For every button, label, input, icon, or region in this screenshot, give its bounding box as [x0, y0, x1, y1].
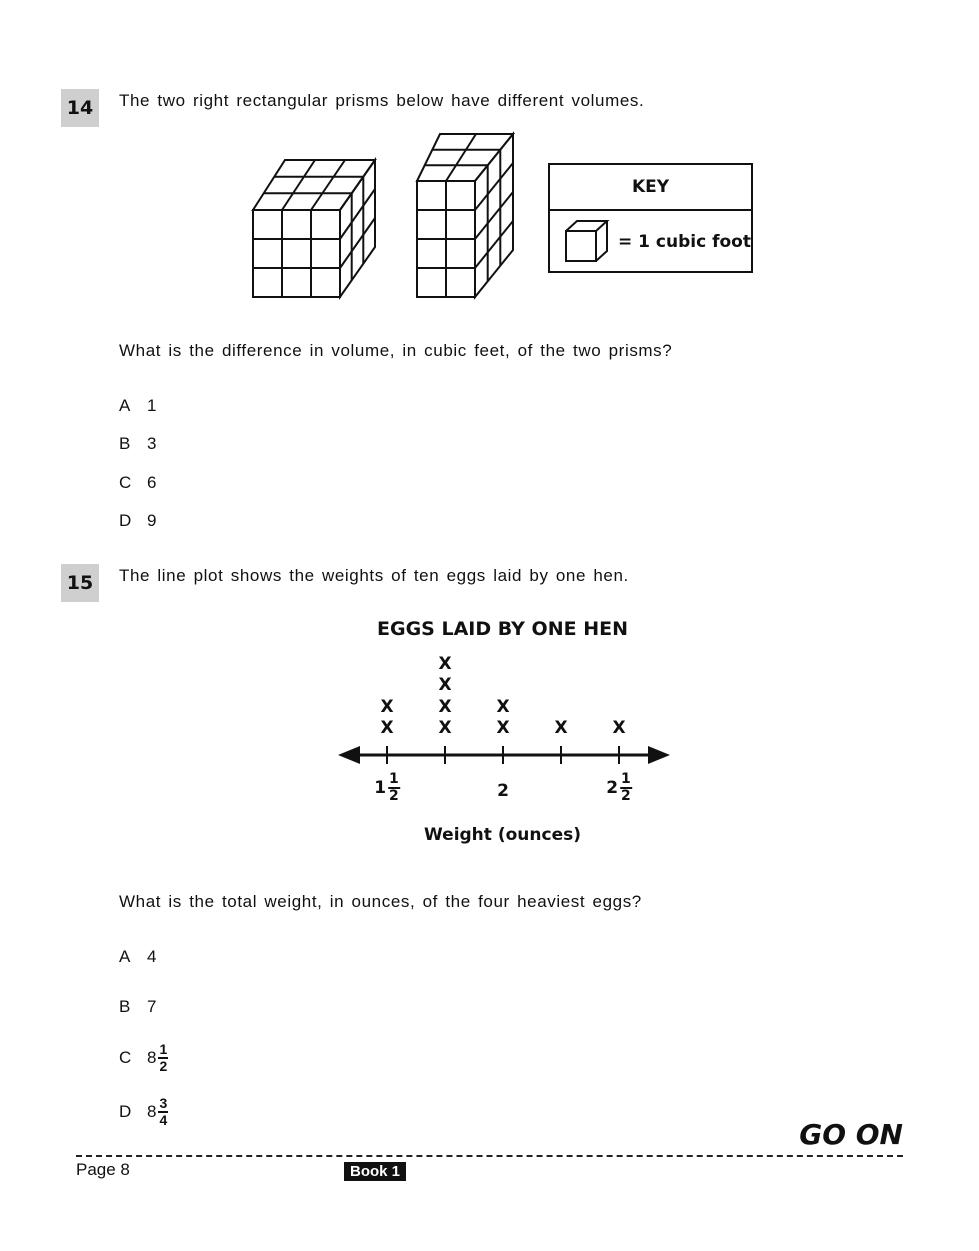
q15-choice-b[interactable]: B 7: [119, 997, 157, 1016]
right-arrow-icon: [648, 746, 670, 764]
plot-mark-x: X: [380, 718, 394, 738]
q14-choice-c[interactable]: C 6: [119, 473, 157, 492]
key-heading: KEY: [550, 165, 751, 211]
question-14-number: 14: [61, 89, 99, 127]
x-axis-label: Weight (ounces): [424, 825, 581, 845]
plot-mark-x: X: [438, 696, 452, 717]
number-line: [338, 740, 670, 770]
key-box: [548, 163, 753, 273]
plot-mark-x: X: [554, 718, 568, 738]
key-label: = 1 cubic foot: [618, 232, 751, 252]
question-14-question: What is the difference in volume, in cubic feet, of the two prisms?: [119, 341, 673, 360]
plot-mark-x: X: [380, 696, 394, 717]
question-14-prompt: The two right rectangular prisms below have different volumes.: [119, 91, 645, 110]
plot-mark-x: X: [496, 718, 510, 738]
left-arrow-icon: [338, 746, 360, 764]
question-15-prompt: The line plot shows the weights of ten eggs laid by one hen.: [119, 566, 629, 585]
prism-1: [253, 160, 375, 297]
tick-label-2-1-2: 2 $\frac{1}{2}$: [606, 771, 631, 804]
plot-mark-x: X: [496, 696, 510, 717]
unit-cube-icon: [564, 219, 610, 265]
tick-label-2: 2: [497, 781, 509, 801]
q14-choice-a[interactable]: A 1: [119, 396, 157, 415]
prism-2: [417, 134, 513, 297]
tick-label-1-1-2: 1 $\frac{1}{2}$: [374, 771, 399, 804]
plot-mark-x: X: [438, 653, 452, 674]
q15-choice-a[interactable]: A 4: [119, 947, 157, 966]
chart-title: EGGS LAID BY ONE HEN: [377, 618, 628, 640]
book-badge: Book 1: [344, 1162, 406, 1181]
q15-choice-c[interactable]: C 8 $\frac{1}{2}$: [119, 1041, 168, 1074]
plot-mark-x: X: [612, 718, 626, 738]
footer-divider: [76, 1155, 903, 1157]
go-on-label: GO ON: [799, 1118, 903, 1151]
q14-choice-d[interactable]: D 9: [119, 511, 157, 530]
question-15-number: 15: [61, 564, 99, 602]
plot-mark-x: X: [438, 675, 452, 695]
question-15-question: What is the total weight, in ounces, of the four heaviest eggs?: [119, 892, 642, 911]
q15-choice-d[interactable]: D 8 $\frac{3}{4}$: [119, 1095, 168, 1128]
plot-mark-x: X: [438, 718, 452, 738]
page-number: Page 8: [76, 1160, 130, 1179]
q14-choice-b[interactable]: B 3: [119, 434, 157, 453]
rectangular-prisms-figure: [250, 130, 520, 302]
